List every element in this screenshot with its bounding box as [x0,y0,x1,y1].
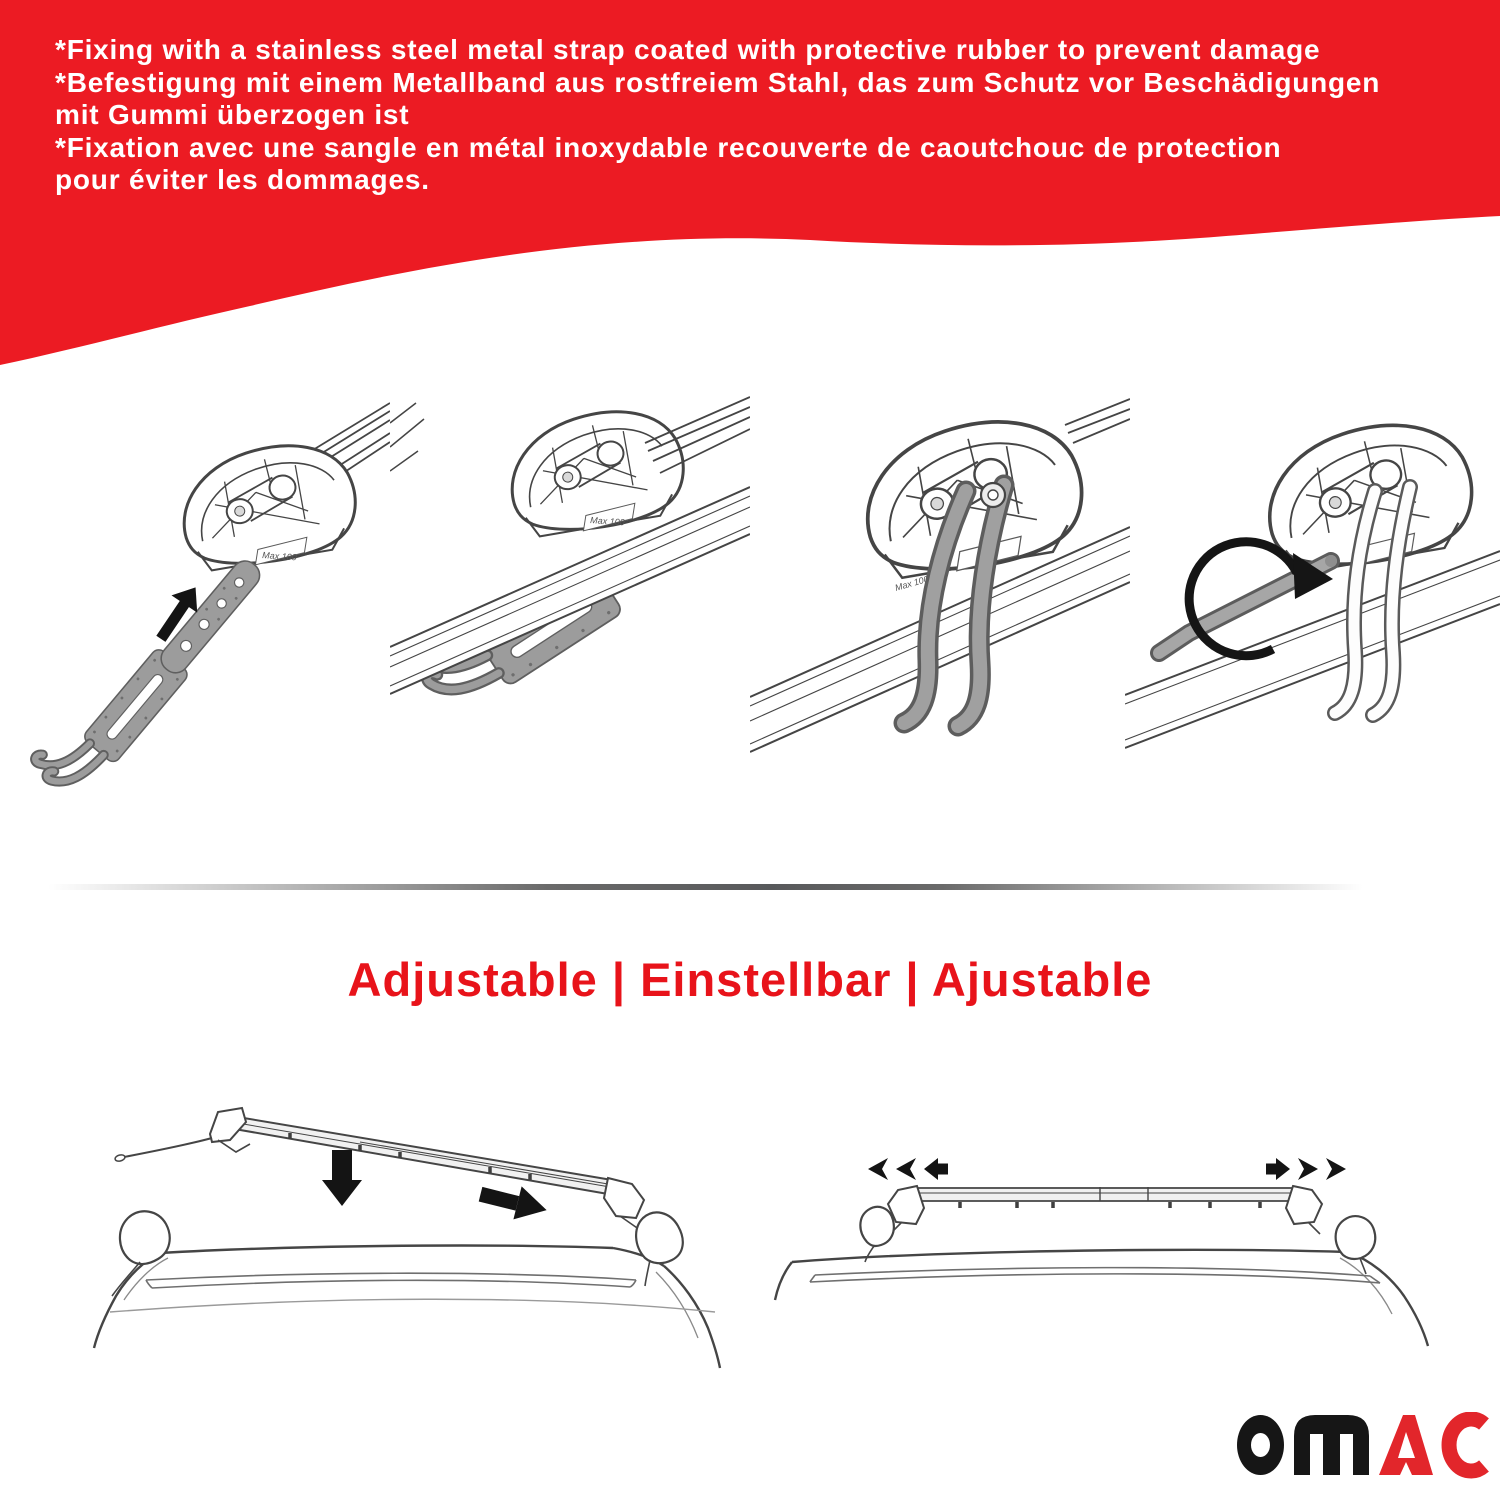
banner-line-de-2: mit Gummi überzogen ist [55,99,410,131]
adjustable-heading: Adjustable | Einstellbar | Ajustable [347,953,1153,1006]
step-4-illustration [1125,395,1500,875]
max-load-sticker: Max 100 [589,515,626,528]
max-load-sticker: Max 100 [893,573,930,593]
down-arrow-icon [322,1150,362,1206]
max-load-sticker: Max 100 [261,550,298,563]
banner-line-fr-2: pour éviter les dommages. [55,164,430,196]
right-arrow-icon [477,1177,551,1226]
step-1-illustration [30,395,390,875]
extend-right-arrows-icon [1266,1158,1346,1180]
banner-line-de-1: *Befestigung mit einem Metallband aus rostfreiem Stahl, das zum Schutz vor Beschädigungen [55,66,1381,98]
banner-line-fr-1: *Fixation avec une sangle en métal inoxydable recouverte de caoutchouc de protection [55,131,1282,163]
crossbar-lowered-illustration [60,1100,760,1420]
crossbar-installed-illustration [770,1100,1470,1420]
extend-left-arrows-icon [868,1158,948,1180]
step-2-illustration [390,395,750,875]
banner-note-text [55,34,1475,197]
step-3-illustration [750,395,1130,875]
banner-line-en: *Fixing with a stainless steel metal strap coated with protective rubber to prevent damage [55,34,1321,65]
section-divider [48,884,1363,890]
brand-logo [1235,1412,1500,1480]
